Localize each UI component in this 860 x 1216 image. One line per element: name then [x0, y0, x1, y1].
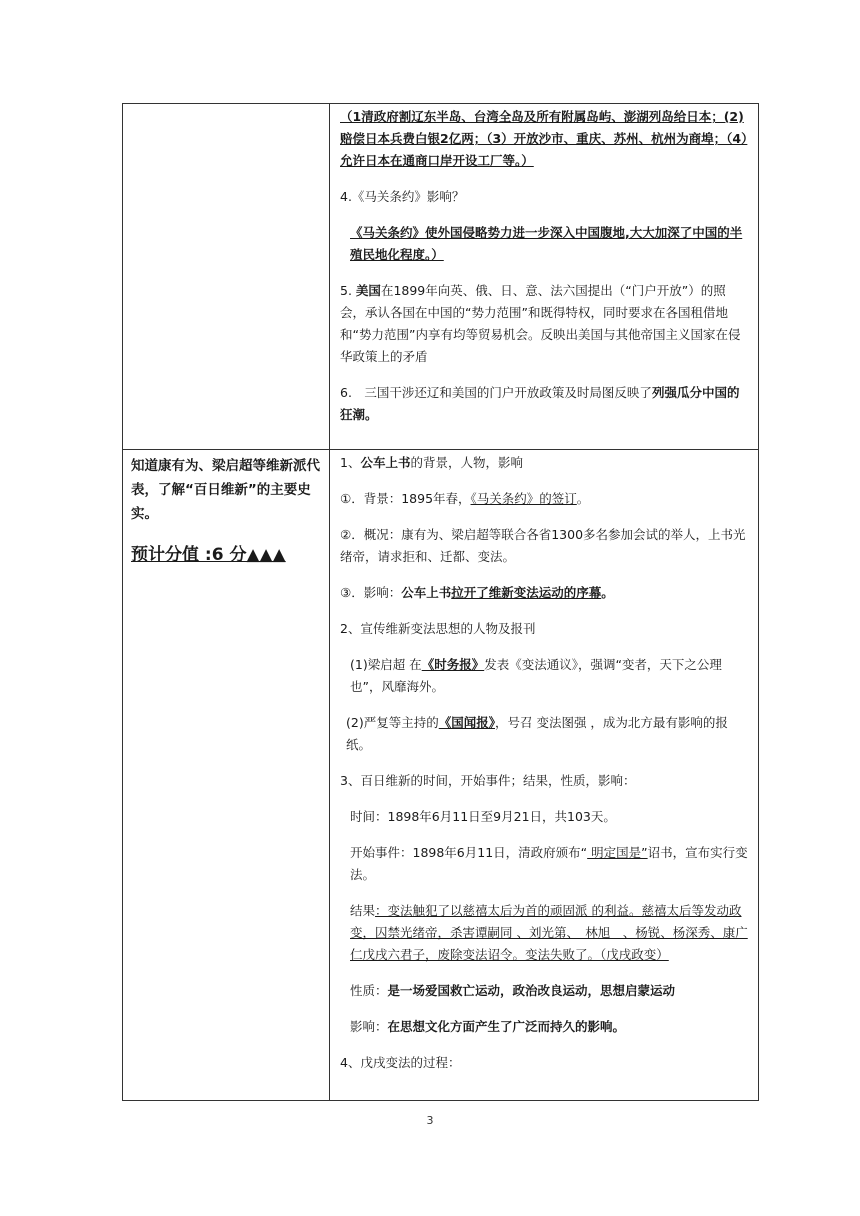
section-3-title: 3、百日维新的时间，开始事件；结果，性质，影响： — [340, 773, 636, 788]
item-a-paper: 《时务报》 — [421, 657, 485, 672]
learning-objective: 知道康有为、梁启超等维新派代表，了解“百日维新”的主要史实。 — [131, 458, 320, 522]
item-a-post: 发表《变法通议》，强调“变者，天下之公理也”，风靡海外。 — [350, 657, 722, 694]
nature-text: 是一场爱国救亡运动，政治改良运动，思想启蒙运动 — [387, 983, 676, 998]
bg-treaty: 《马关条约》的签订 — [470, 491, 577, 506]
impact-bold: 公车上书 — [401, 585, 452, 600]
section-2-item-a — [340, 654, 750, 698]
question-4-answer: 《马关条约》使外国侵略势力进一步深入中国腹地,大大加深了中国的半殖民地化程度。） — [350, 225, 743, 262]
section-1-num: 1、 — [340, 455, 361, 470]
page-number: 3 — [426, 1114, 434, 1127]
bg-label: ①．背景：1895年春， — [340, 491, 471, 506]
item-5-usa: 美国 — [355, 283, 381, 298]
influence-label: 影响： — [350, 1019, 388, 1034]
result-text: ：变法触犯了以慈禧太后为首的顽固派 的利益。慈禧太后等发动政变，囚禁光绪帝，杀害谭嗣同 、刘光第、 林旭 、杨锐、杨深秀、康广仁戊戌六君子，废除变法诏令。变法失败了。（戊戌政变） — [350, 903, 748, 962]
section-2-item-b — [340, 712, 750, 756]
right-cell-reform — [330, 450, 759, 1101]
item-b-paper: 《国闻报》 — [438, 715, 495, 730]
nature-label: 性质： — [350, 983, 388, 998]
item-6 — [340, 382, 750, 426]
section-4-title: 4、戊戌变法的过程： — [340, 1055, 461, 1070]
section-3-nature — [340, 980, 750, 1002]
section-1-bold: 公车上书 — [360, 455, 411, 470]
start-edict: 明定国是” — [587, 845, 648, 860]
item-a-pre: (1)梁启超 在 — [350, 657, 422, 672]
section-1-title — [340, 452, 750, 474]
section-2-title: 2、宣传维新变法思想的人物及报刊 — [340, 621, 536, 636]
table-row — [123, 104, 759, 450]
item-b-post: ，号召 变法图强 ，成为北方最有影响的报纸。 — [346, 715, 728, 752]
section-3-influence — [340, 1016, 750, 1038]
item-6-bold: 列强瓜分中国的狂潮。 — [340, 385, 740, 422]
treaty-terms: （1清政府割辽东半岛、台湾全岛及所有附属岛屿、澎湖列岛给日本；(2)赔偿日本兵费白银2亿两；（3）开放沙市、重庆、苏州、杭州为商埠；（4）允许日本在通商口岸开设工厂等。） — [340, 109, 748, 168]
section-1-rest: 的背景，人物，影响 — [410, 455, 523, 470]
item-5-num: 5. — [340, 283, 352, 298]
section-1-impact — [340, 582, 750, 604]
section-1-overview: ②．概况：康有为、梁启超等联合各省1300多名参加会试的举人，上书光绪帝，请求拒和、迁都、变法。 — [340, 527, 746, 564]
start-pre: 开始事件：1898年6月11日，清政府颁布“ — [350, 845, 588, 860]
right-cell-treaty — [330, 104, 759, 450]
question-4-title: 4.《马关条约》影响？ — [340, 189, 465, 204]
start-post: 诏书，宣布实行变法。 — [350, 845, 748, 882]
influence-text: 在思想文化方面产生了广泛而持久的影响。 — [387, 1019, 626, 1034]
impact-underlined: 拉开了维新变法运动的序幕 — [451, 585, 602, 600]
section-3-result — [340, 900, 750, 966]
left-cell-empty — [123, 104, 330, 450]
item-5-text: 在1899年向英、俄、日、意、法六国提出（“门户开放”）的照会，承认各国在中国的“势力范围”和既得特权，同时要求在各国租借地和“势力范围”内享有均等贸易机会。反映出美国与其他帝国主义国家在侵华政策上的矛盾 — [340, 283, 741, 364]
section-1-background — [340, 488, 750, 510]
lesson-table — [122, 103, 759, 1101]
item-b-pre: (2)严复等主持的 — [346, 715, 439, 730]
left-cell-objective — [123, 450, 330, 1101]
bg-end: 。 — [576, 491, 590, 506]
impact-end: 。 — [601, 585, 614, 600]
table-row — [123, 450, 759, 1101]
section-3-start — [340, 842, 750, 886]
result-label: 结果 — [350, 903, 376, 918]
item-6-text: 6. 三国干涉还辽和美国的门户开放政策及时局图反映了 — [340, 385, 652, 400]
item-5 — [340, 280, 750, 368]
expected-score: 预计分值 :6 分▲▲▲ — [131, 545, 286, 565]
impact-label: ③．影响： — [340, 585, 402, 600]
section-3-time: 时间：1898年6月11日至9月21日，共103天。 — [350, 809, 616, 824]
